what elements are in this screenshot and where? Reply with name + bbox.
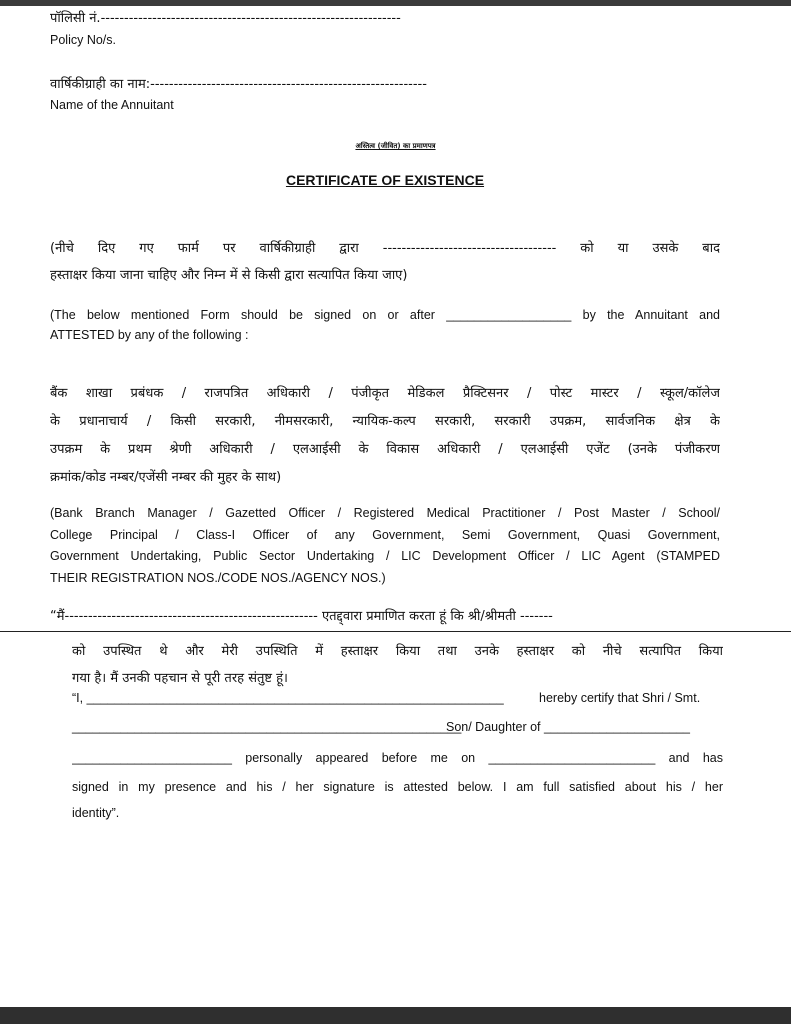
attesting-officers-english-line: Government Undertaking, Public Sector Undertaking / LIC Development Officer / LIC Agent (STAMPED [50,549,720,563]
instruction-hindi-line: हस्ताक्षर किया जाना चाहिए और निम्न में से किसी द्वारा सत्यापित किया जाए) [50,268,408,283]
certify-signed-line [72,777,723,797]
instruction-english [50,305,720,345]
certification-hindi-line: “मैं------------------------------------------------------ एतद्द्वारा प्रमाणित करता हूं कि श्री/श्रीमती ------- [50,609,553,624]
annuitant-name-hindi: वार्षिकीग्राही का नाम:----------------------------------------------------------- [50,77,427,92]
bottom-edge-bar [0,1007,791,1024]
certify-signed-text: signed in my presence and his / her signature is attested below. I am full satisfied about his / her [72,780,723,794]
attesting-officers-hindi-line: के प्रधानाचार्य / किसी सरकारी, नीमसरकारी, न्यायिक-कल्प सरकारी, सरकारी उपक्रम, सार्वजनिक क्षेत्र के [50,414,720,429]
certify-person-blank: ________________________________________________________ [72,720,462,734]
attesting-officers-hindi [50,380,720,492]
attesting-officers-hindi-line: बैंक शाखा प्रबंधक / राजपत्रित अधिकारी / पंजीकृत मेडिकल प्रैक्टिसनर / पोस्ट मास्टर / स्कूल/कॉलेज [50,386,720,401]
attesting-officers-english [50,503,720,589]
certify-name-blank: “I, ____________________________________________________________ [72,691,504,705]
title-english: CERTIFICATE OF EXISTENCE [285,172,485,188]
policy-number-hindi: पॉलिसी नं.---------------------------------------------------------------- [50,11,401,26]
attesting-officers-hindi-line: क्रमांक/कोड नम्बर/एजेंसी नम्बर की मुहर के साथ) [50,470,282,485]
attesting-officers-hindi-line: उपक्रम के प्रथम श्रेणी अधिकारी / एलआईसी के विकास अधिकारी / एलआईसी एजेंट (उनके पंजीकरण [50,442,720,457]
instruction-english-line: (The below mentioned Form should be signed on or after __________________ by the Annuitant and [50,308,720,322]
certification-hindi [72,638,723,692]
top-edge-bar [0,0,791,6]
instruction-english-line: ATTESTED by any of the following : [50,328,249,342]
title-hindi: अस्तित्व (जीवित) का प्रमाणपत्र [355,142,436,150]
certification-hindi-first-line [50,605,720,629]
certify-son-daughter-of: Son/ Daughter of _____________________ [446,720,690,734]
certify-appeared-text: _______________________ personally appeared before me on ________________________ and has [72,751,723,765]
page-cut-divider [0,631,791,632]
instruction-hindi [50,235,720,289]
certification-hindi-line: को उपस्थित थे और मेरी उपस्थिति में हस्ताक्षर किया तथा उनके हस्ताक्षर को नीचे सत्यापित किया [72,644,723,659]
attesting-officers-english-line: College Principal / Class-I Officer of any Government, Semi Government, Quasi Government, [50,527,720,542]
attesting-officers-english-line: THEIR REGISTRATION NOS./CODE NOS./AGENCY NOS.) [50,570,386,585]
policy-number-label: Policy No/s. [50,33,116,47]
certify-shri-smt: hereby certify that Shri / Smt. [539,691,701,705]
certify-appeared-line [72,748,723,768]
instruction-hindi-line: (नीचे दिए गए फार्म पर वार्षिकीग्राही द्वारा ------------------------------------- को या उसके बाद [50,241,720,256]
attesting-officers-english-line: (Bank Branch Manager / Gazetted Officer / Registered Medical Practitioner / Post Master / School/ [50,506,720,520]
certify-identity: identity”. [72,806,120,820]
certification-hindi-line: गया है। मैं उनकी पहचान से पूरी तरह संतुष्ट हूं। [72,671,288,686]
annuitant-name-label: Name of the Annuitant [50,98,174,112]
